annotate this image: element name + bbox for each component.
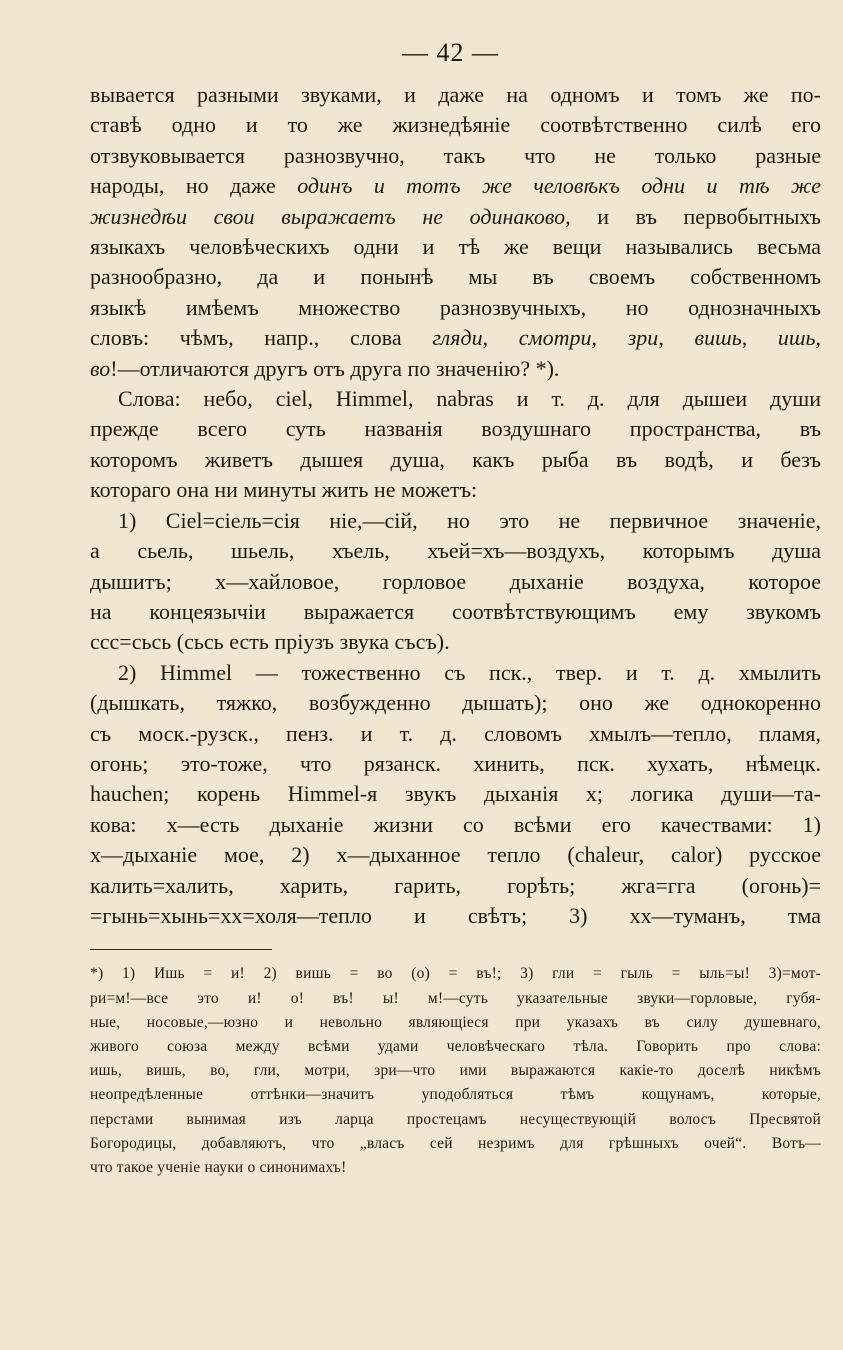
footnote-line: Богородицы, добавляютъ, что „власъ сей незримъ для грѣшныхъ очей“. Вотъ— [90, 1134, 821, 1152]
text-line: языкахъ человѣческихъ одни и тѣ же вещи назывались весьма [90, 234, 821, 260]
text-line: которомъ живетъ дышея душа, какъ рыба въ водѣ, и безъ [90, 446, 821, 472]
text-line: котораго она ни минуты жить не можетъ: [90, 477, 478, 503]
text-line: х—дыханіе мое, 2) х—дыханное тепло (chaleur, calor) русское [90, 842, 821, 868]
text-line: словъ: чѣмъ, напр., слова гляди, смотри, зри, вишь, ишь, [90, 325, 822, 351]
text-line: кова: х—есть дыханіе жизни со всѣми его качествами: 1) [90, 811, 821, 837]
text-line: отзвуковывается разнозвучно, такъ что не только разные [90, 142, 821, 168]
text-line: 1) Ciel=сіель=сія ніе,—сій, но это не первичное значеніе, [118, 507, 821, 533]
footnote-divider [90, 949, 272, 950]
text-line: жизнедѣи свои выражаетъ не одинаково, и въ первобытныхъ [90, 203, 821, 229]
text-line: съ моск.-рузск., пенз. и т. д. словомъ хмылъ—тепло, пламя, [90, 720, 821, 746]
text-line: огонь; это-тоже, что рязанск. хинить, пск. хухать, нѣмецк. [90, 750, 821, 776]
text-line: ссс=сьсь (сьсь есть пріузъ звука съсъ). [90, 629, 450, 655]
footnote-line: ишь, вишь, во, гли, мотри, зри—что ими выражаются какіе-то доселѣ никѣмъ [90, 1062, 821, 1080]
text-line: hauchen; корень Himmel-я звукъ дыханія х; логика души—та- [90, 781, 821, 807]
text-line: во!—отличаются другъ отъ друга по значенію? *). [90, 355, 560, 381]
page-number: — 42 — [402, 38, 499, 67]
text-line: а сьель, шьель, хъель, хъей=хъ—воздухъ, которымъ душа [90, 538, 821, 564]
text-line: прежде всего суть названія воздушнаго пространства, въ [90, 416, 821, 442]
text-line: Слова: небо, ciel, Himmel, nabras и т. д. для дышеи души [118, 386, 821, 412]
footnote-line: *) 1) Ишь = и! 2) вишь = во (о) = въ!; 3) гли = гыль = ыль=ы! 3)=мот- [90, 965, 821, 983]
footnote-line: что такое ученіе науки о синонимахъ! [90, 1159, 347, 1176]
text-line: вывается разными звуками, и даже на одномъ и томъ же по- [90, 82, 821, 107]
text-line: 2) Himmel — тожественно съ пск., твер. и т. д. хмылить [118, 659, 821, 685]
footnote-line: неопредѣленные оттѣнки—значитъ уподобляться тѣмъ кощунамъ, которые, [90, 1086, 821, 1104]
text-line: дышитъ; х—хайловое, горловое дыханіе воздуха, которое [90, 568, 821, 594]
text-line: калить=халить, харить, гарить, горѣть; жга=гга (огонь)= [90, 872, 821, 898]
text-line: народы, но даже одинъ и тотъ же человѣкъ одни и тѣ же [90, 173, 821, 199]
footnote-line: ри=м!—все это и! о! въ! ы! м!—суть указательные звуки—горловые, губя- [90, 989, 821, 1007]
text-line: разнообразно, да и понынѣ мы въ своемъ собственномъ [90, 264, 821, 290]
text-line: ставѣ одно и то же жизнедѣяніе соотвѣтственно силѣ его [90, 112, 821, 138]
text-line: на концеязычіи выражается соотвѣтствующимъ ему звукомъ [90, 598, 821, 624]
main-text [90, 80, 821, 931]
text-line: (дышкать, тяжко, возбужденно дышать); оно же однокоренно [90, 690, 821, 716]
text-line: языкѣ имѣемъ множество разнозвучныхъ, но однозначныхъ [90, 294, 821, 320]
footnote-line: перстами вынимая изъ ларца простецамъ несуществующій волосъ Пресвятой [90, 1110, 821, 1128]
footnote-line: ные, носовые,—юзно и невольно являющіеся при указахъ въ силу душевнаго, [90, 1013, 821, 1031]
text-line: =гынь=хынь=хх=холя—тепло и свѣтъ; 3) хх—туманъ, тма [90, 902, 821, 928]
footnote-line: живого союза между всѣми удами человѣческаго тѣла. Говорить про слова: [90, 1037, 821, 1055]
footnote [90, 962, 821, 1180]
